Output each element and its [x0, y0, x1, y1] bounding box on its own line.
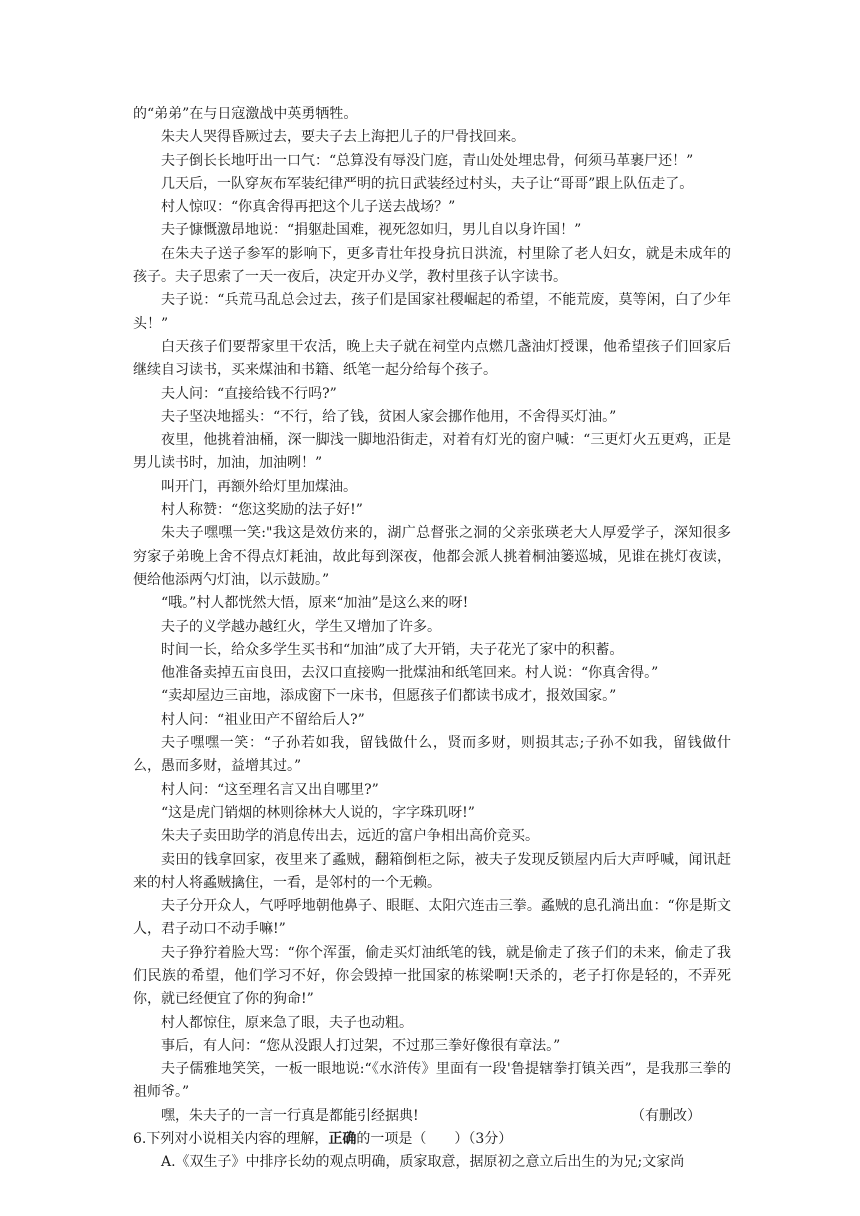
paragraph: 夫子狰狞着脸大骂：“你个浑蛋，偷走买灯油纸笔的钱，就是偷走了孩子们的未来，偷走了我们民族的希望，他们学习不好，你会毁掉一批国家的栋梁啊!天杀的，老子打你是轻的，不弄死你，就已经便宜了你的狗命!” [133, 944, 731, 1008]
paragraph: 夜里，他挑着油桶，深一脚浅一脚地沿街走，对着有灯光的窗户喊：“三更灯火五更鸡，正是男儿读书时，加油，加油咧！” [133, 432, 731, 472]
paragraph: 夫子说：“兵荒马乱总会过去，孩子们是国家社稷崛起的希望，不能荒废，莫等闲，白了少年头！” [133, 292, 731, 332]
paragraph: 他准备卖掉五亩良田，去汉口直接购一批煤油和纸笔回来。村人说：“你真舍得。” [161, 665, 659, 682]
closing-line [133, 1105, 731, 1128]
paragraph: 卖田的钱拿回家，夜里来了蟊贼，翻箱倒柜之际，被夫子发现反锁屋内后大声呼喊，闻讯赶来的村人将蟊贼擒住，一看，是邻村的一个无赖。 [133, 851, 731, 891]
option-a: A.《双生子》中排序长幼的观点明确，质家取意，据原初之意立后出生的为兄;文家尚 [161, 1154, 685, 1171]
paragraph: 朱夫子嘿嘿一笑:"我这是效仿来的，湖广总督张之洞的父亲张瑛老大人厚爱学子，深知很多穷家子弟晚上舍不得点灯耗油，故此每到深夜，他都会派人挑着桐油篓巡城，见谁在挑灯夜读，便给他添两勺灯油，以示鼓励。” [133, 525, 731, 588]
paragraph: 白天孩子们要帮家里干农活，晚上夫子就在祠堂内点燃几盏油灯授课，他希望孩子们回家后继续自习读书，买来煤油和书籍、纸笔一起分给每个孩子。 [133, 338, 731, 379]
paragraph: 村人问：“祖业田产不留给后人?” [161, 711, 365, 728]
paragraph: 村人称赞：“您这奖励的法子好!” [161, 502, 363, 519]
paragraph: 在朱夫子送子参军的影响下，更多青壮年投身抗日洪流，村里除了老人妇女，就是未成年的孩子。夫子思索了一天一夜后，决定开办义学，教村里孩子认字读书。 [133, 245, 731, 286]
paragraph: 叫开门，再额外给灯里加煤油。 [161, 478, 357, 495]
question-suffix: 的一项是（ ）（3分） [356, 1131, 513, 1148]
paragraph: 时间一长，给众多学生买书和“加油”成了大开销，夫子花光了家中的积蓄。 [161, 641, 624, 658]
paragraph: “这是虎门销烟的林则徐林大人说的，字字珠玑呀!” [161, 804, 475, 821]
document-page [133, 103, 731, 1175]
question-emphasis: 正确 [328, 1131, 357, 1148]
paragraph: 的“弟弟”在与日寇激战中英勇牺牲。 [133, 106, 358, 122]
question-prefix: 6.下列对小说相关内容的理解， [133, 1131, 329, 1148]
article-body [133, 103, 731, 1105]
paragraph: 夫子的义学越办越红火，学生又增加了许多。 [161, 618, 441, 635]
revision-note: （有删改） [631, 1107, 701, 1124]
question-6 [133, 1128, 731, 1151]
paragraph: 夫人问：“直接给钱不行吗?” [161, 385, 337, 402]
paragraph: 朱夫人哭得昏厥过去，要夫子去上海把儿子的尸骨找回来。 [161, 129, 525, 146]
paragraph: 夫子坚决地摇头：“不行，给了钱，贫困人家会挪作他用，不舍得买灯油。” [161, 408, 617, 425]
paragraph: 朱夫子卖田助学的消息传出去，远近的富户争相出高价竞买。 [161, 828, 539, 845]
paragraph: 村人惊叹：“你真舍得再把这个儿子送去战场？” [161, 199, 456, 216]
paragraph: 夫子分开众人，气呼呼地朝他鼻子、眼眶、太阳穴连击三拳。蟊贼的息孔淌出血：“你是斯文人，君子动口不动手嘛!” [133, 898, 731, 938]
paragraph: 夫子倒长长地吁出一口气：“总算没有辱没门庭，青山处处埋忠骨，何须马革裹尸还！” [161, 152, 694, 169]
closing-text: 嘿，朱夫子的一言一行真是都能引经据典! [161, 1107, 419, 1124]
paragraph: 夫子儒雅地笑笑，一板一眼地说:“《水浒传》里面有一段'鲁提辖拳打镇关西”，是我那三拳的祖师爷。” [133, 1061, 731, 1101]
paragraph: 几天后，一队穿灰布军装纪律严明的抗日武装经过村头，夫子让“哥哥”跟上队伍走了。 [161, 175, 694, 192]
paragraph: 夫子慷慨激昂地说：“捐躯赴国难，视死忽如归，男儿自以身许国！” [161, 222, 582, 239]
paragraph: 事后，有人问：“您从没跟人打过架，不过那三拳好像很有章法。” [161, 1037, 561, 1054]
paragraph: 村人问：“这至理名言又出自哪里?” [161, 781, 379, 798]
paragraph: “哦。”村人都恍然大悟，原来“加油”是这么来的呀! [161, 595, 469, 612]
paragraph: 村人都惊住，原来急了眼，夫子也动粗。 [161, 1014, 413, 1031]
paragraph: 夫子嘿嘿一笑：“子孙若如我，留钱做什么，贤而多财，则损其志;子孙不如我，留钱做什么，愚而多财，益增其过。” [133, 735, 731, 775]
paragraph: “卖却屋边三亩地，添成窗下一床书，但愿孩子们都读书成才，报效国家。” [161, 688, 617, 705]
